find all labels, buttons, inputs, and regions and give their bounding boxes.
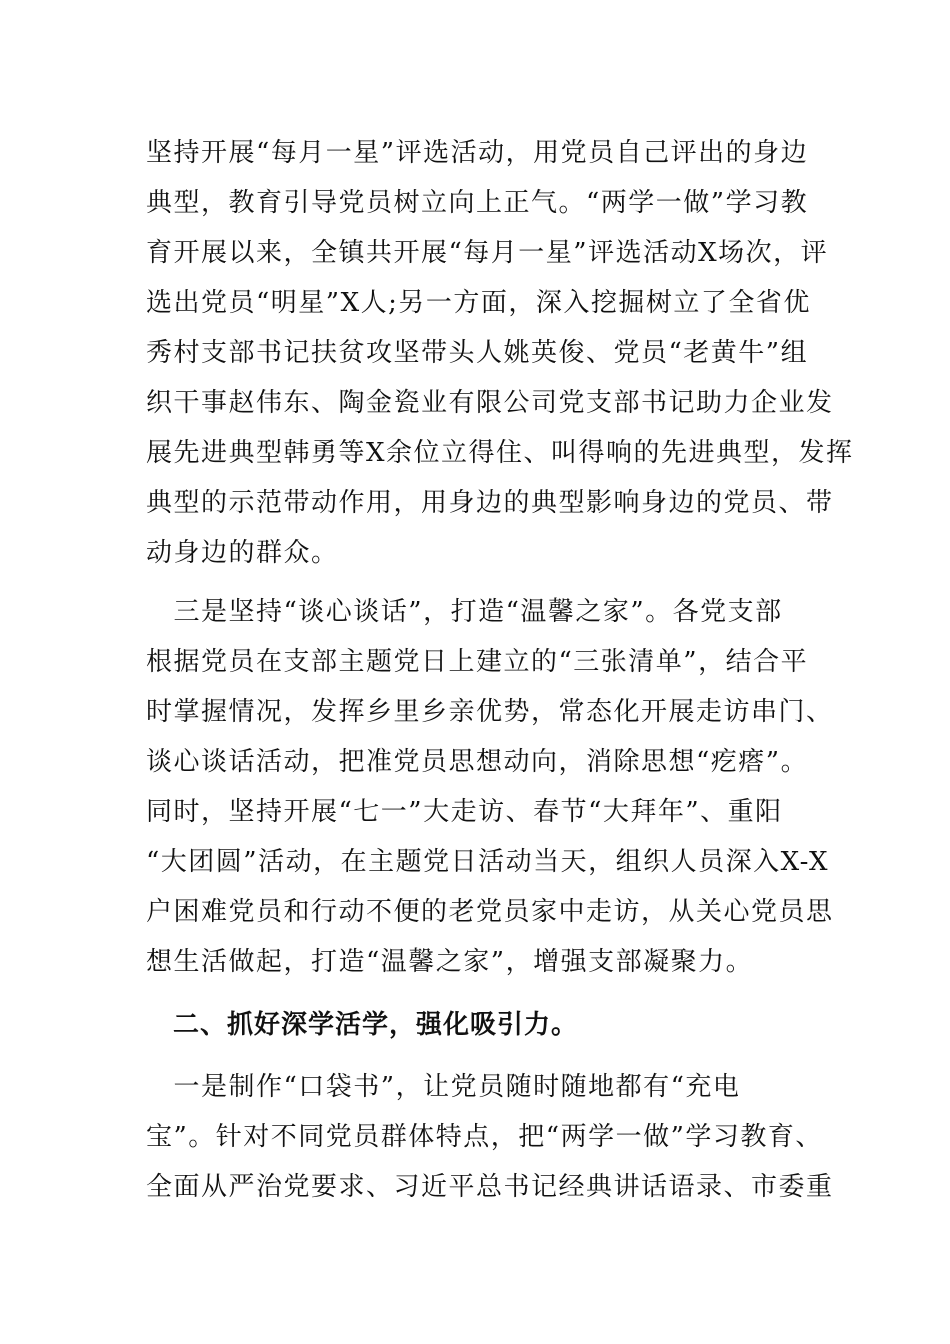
- text-line: 根据党员在支部主题党日上建立的“三张清单”，结合平: [146, 647, 809, 677]
- text-line: 坚持开展“每月一星”评选活动，用党员自己评出的身边: [146, 138, 809, 168]
- text-line: 典型，教育引导党员树立向上正气。“两学一做”学习教: [146, 188, 809, 218]
- section-heading: 二、抓好深学活学，强化吸引力。: [146, 1010, 579, 1040]
- paragraph-first-line: 三是坚持“谈心谈话”，打造“温馨之家”。各党支部: [146, 597, 783, 627]
- text-line: 想生活做起，打造“温馨之家”，增强支部凝聚力。: [146, 947, 754, 977]
- paragraph-first-line: 一是制作“口袋书”，让党员随时随地都有“充电: [146, 1072, 741, 1102]
- text-line: 秀村支部书记扶贫攻坚带头人姚英俊、党员“老黄牛”组: [146, 338, 809, 368]
- text-line: 选出党员“明星”X人;另一方面，深入挖掘树立了全省优: [146, 288, 811, 318]
- text-line: 育开展以来，全镇共开展“每月一星”评选活动X场次，评: [146, 238, 829, 268]
- text-line: 展先进典型韩勇等X余位立得住、叫得响的先进典型，发挥: [146, 438, 854, 468]
- text-line: 动身边的群众。: [146, 538, 339, 568]
- text-line: 时掌握情况，发挥乡里乡亲优势，常态化开展走访串门、: [146, 697, 834, 727]
- text-line: 典型的示范带动作用，用身边的典型影响身边的党员、带: [146, 488, 834, 518]
- text-line: 同时，坚持开展“七一”大走访、春节“大拜年”、重阳: [146, 797, 783, 827]
- text-line: 全面从严治党要求、习近平总书记经典讲话语录、市委重: [146, 1172, 834, 1202]
- text-line: 织干事赵伟东、陶金瓷业有限公司党支部书记助力企业发: [146, 388, 834, 418]
- text-line: 谈心谈话活动，把准党员思想动向，消除思想“疙瘩”。: [146, 747, 809, 777]
- text-line: “大团圆”活动，在主题党日活动当天，组织人员深入X-X: [146, 847, 830, 877]
- text-line: 户困难党员和行动不便的老党员家中走访，从关心党员思: [146, 897, 834, 927]
- text-line: 宝”。针对不同党员群体特点，把“两学一做”学习教育、: [146, 1122, 823, 1152]
